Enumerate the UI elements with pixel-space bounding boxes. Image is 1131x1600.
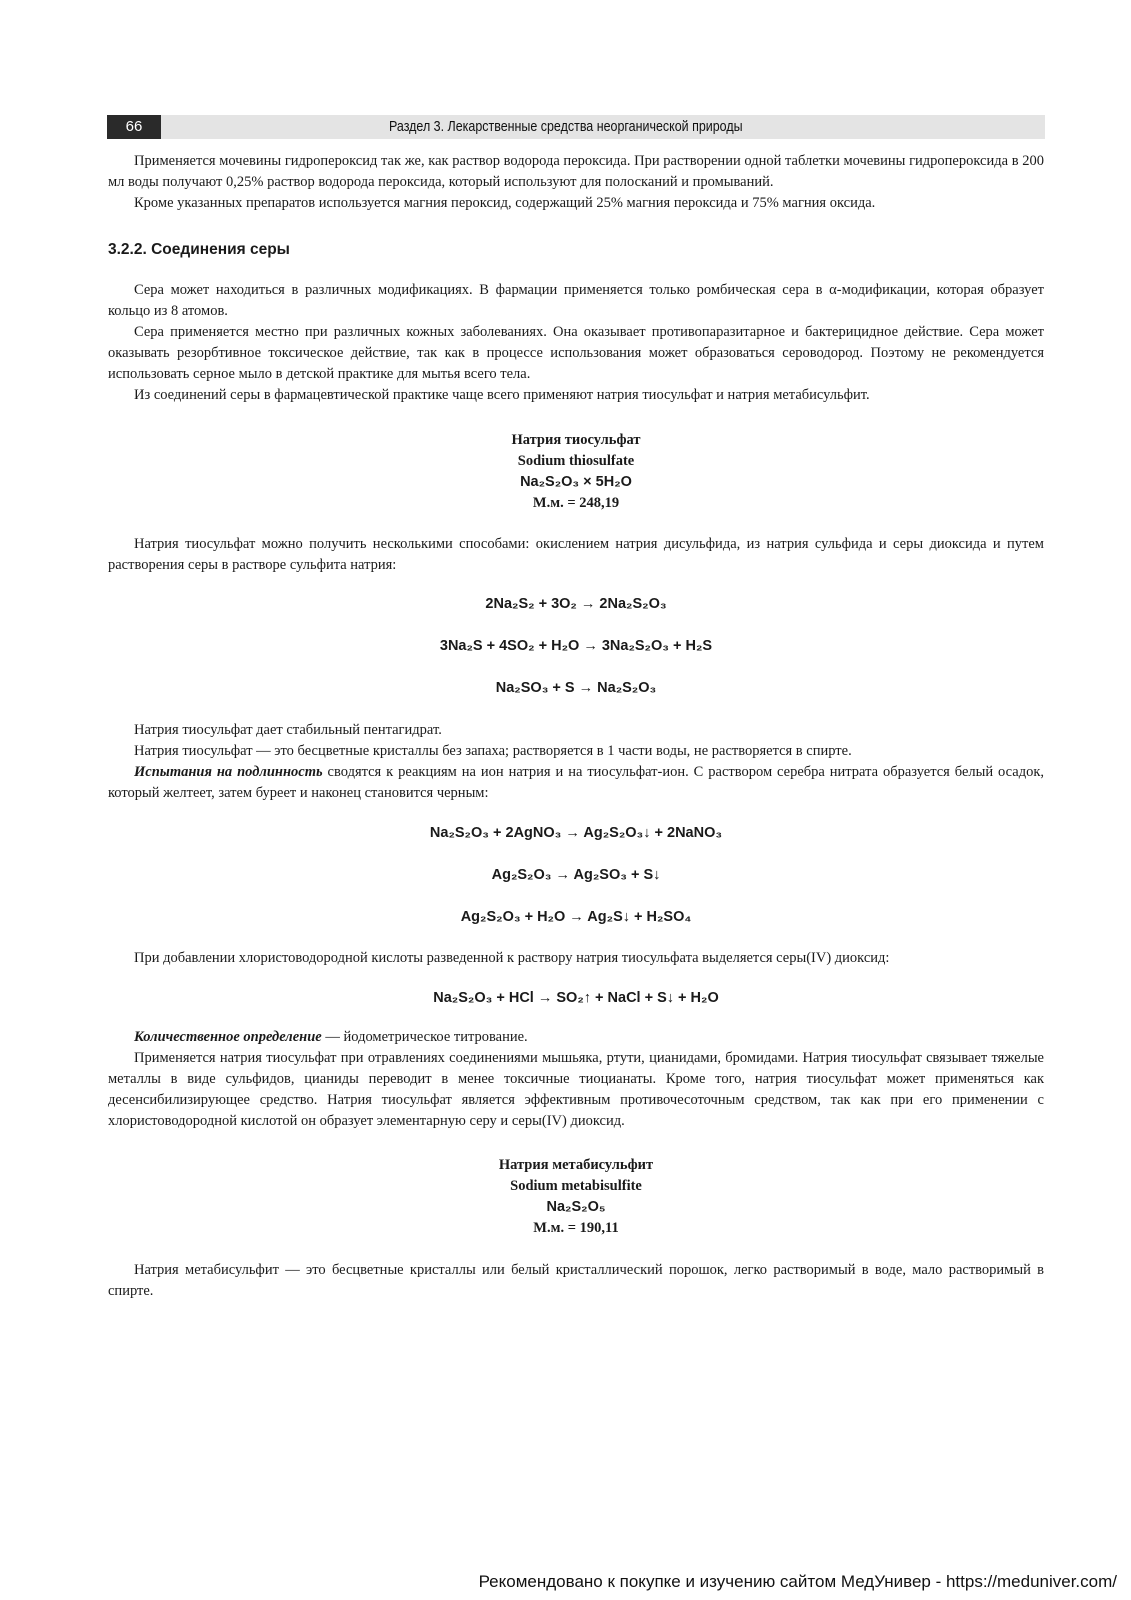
equation-synthesis-3: Na₂SO₃ + S → Na₂S₂O₃ <box>495 680 657 696</box>
paragraph-thiosulfate-properties: Натрия тиосульфат — это бесцветные кристаллы без запаха; растворяется в 1 части воды, не растворяется в спирте. <box>134 743 852 759</box>
identity-tests-text: сводятся к реакциям на ион натрия и на тиосульфат-ион. С раствором серебра нитрата образуется белый осадок, который желтеет, затем буреет и наконец становится черным: <box>108 764 1044 801</box>
compound-name-ru: Натрия тиосульфат <box>511 432 641 448</box>
paragraph-thiosulfate-use: Применяется натрия тиосульфат при отравлениях соединениями мышьяка, ртути, цианидами, бромидами. Натрия тиосульфат связывает тяжелые металлы в виде сульфидов, цианиды переводит в менее токсичные тиоцианаты. Кроме того, натрия тиосульфат может применяться как десенсибилизирующее средство. Натрия тиосульфат является эффективным противочесоточным средством, так как при его применении с хлористоводородной кислотой он образует элементарную серу и серы(IV) диоксид. <box>108 1050 1044 1129</box>
paragraph-pentahydrate: Натрия тиосульфат дает стабильный пентагидрат. <box>134 722 442 738</box>
page-number: 66 <box>107 115 161 139</box>
page-body <box>108 151 1044 1302</box>
compound-block-metabisulfite <box>108 1155 1044 1239</box>
running-head-title: Раздел 3. Лекарственные средства неорганической природы <box>389 119 743 135</box>
identity-tests-lead: Испытания на подлинность <box>134 764 323 780</box>
paragraph-magnesium-peroxide: Кроме указанных препаратов используется магния пероксид, содержащий 25% магния пероксида и 75% магния оксида. <box>134 195 876 211</box>
compound-name-en: Sodium thiosulfate <box>517 453 635 469</box>
equation-silver-2: Ag₂S₂O₃ → Ag₂SO₃ + S↓ <box>491 867 661 883</box>
paragraph-urea-peroxide: Применяется мочевины гидропероксид так же, как раствор водорода пероксида. При растворении одной таблетки мочевины гидропероксида в 200 мл воды получают 0,25% раствор водорода пероксида, который используют для полосканий и промываний. <box>108 153 1044 190</box>
section-heading: 3.2.2. Соединения серы <box>108 241 290 258</box>
paragraph-assay <box>108 1027 1044 1048</box>
assay-text: — йодометрическое титрование. <box>321 1029 528 1045</box>
equation-silver-3: Ag₂S₂O₃ + H₂O → Ag₂S↓ + H₂SO₄ <box>460 909 692 925</box>
footer-watermark: Рекомендовано к покупке и изучению сайтом МедУнивер - https://meduniver.com/ <box>478 1572 1117 1591</box>
paragraph-sulfur-modifications: Сера может находиться в различных модификациях. В фармации применяется только ромбическая сера в α-модификации, которая образует кольцо из 8 атомов. <box>108 282 1044 319</box>
paragraph-identity-tests <box>108 762 1044 804</box>
paragraph-acid-reaction: При добавлении хлористоводородной кислоты разведенной к раствору натрия тиосульфата выделяется серы(IV) диоксид: <box>134 950 890 966</box>
compound-formula: Na₂S₂O₅ <box>546 1199 606 1215</box>
equation-acid: Na₂S₂O₃ + HCl → SO₂↑ + NaCl + S↓ + H₂O <box>433 990 719 1006</box>
compound-name-ru: Натрия метабисульфит <box>498 1157 654 1173</box>
compound-molar-mass: М.м. = 248,19 <box>532 495 620 511</box>
paragraph-sulfur-use: Сера применяется местно при различных кожных заболеваниях. Она оказывает противопаразитарное и бактерицидное действие. Сера может оказывать резорбтивное токсическое действие, так как в процессе использования может образоваться сероводород. Поэтому не рекомендуется использовать серное мыло в детской практике для мытья всего тела. <box>108 324 1044 382</box>
equation-synthesis-2: 3Na₂S + 4SO₂ + H₂O → 3Na₂S₂O₃ + H₂S <box>439 638 713 654</box>
paragraph-sulfur-compounds: Из соединений серы в фармацевтической практике чаще всего применяют натрия тиосульфат и натрия метабисульфит. <box>134 387 870 403</box>
paragraph-metabisulfite-properties: Натрия метабисульфит — это бесцветные кристаллы или белый кристаллический порошок, легко растворимый в воде, мало растворимый в спирте. <box>108 1262 1044 1299</box>
paragraph-thiosulfate-synthesis: Натрия тиосульфат можно получить несколькими способами: окислением натрия дисульфида, из натрия сульфида и серы диоксида и путем растворения серы в растворе сульфита натрия: <box>108 536 1044 573</box>
equation-synthesis-1: 2Na₂S₂ + 3O₂ → 2Na₂S₂O₃ <box>485 596 667 612</box>
running-header <box>107 115 1045 139</box>
assay-lead: Количественное определение <box>134 1029 322 1045</box>
compound-molar-mass: М.м. = 190,11 <box>533 1220 619 1236</box>
equation-silver-1: Na₂S₂O₃ + 2AgNO₃ → Ag₂S₂O₃↓ + 2NaNO₃ <box>429 825 723 841</box>
compound-block-thiosulfate <box>108 430 1044 514</box>
compound-name-en: Sodium metabisulfite <box>510 1178 642 1194</box>
compound-formula: Na₂S₂O₃ × 5H₂O <box>520 474 632 490</box>
